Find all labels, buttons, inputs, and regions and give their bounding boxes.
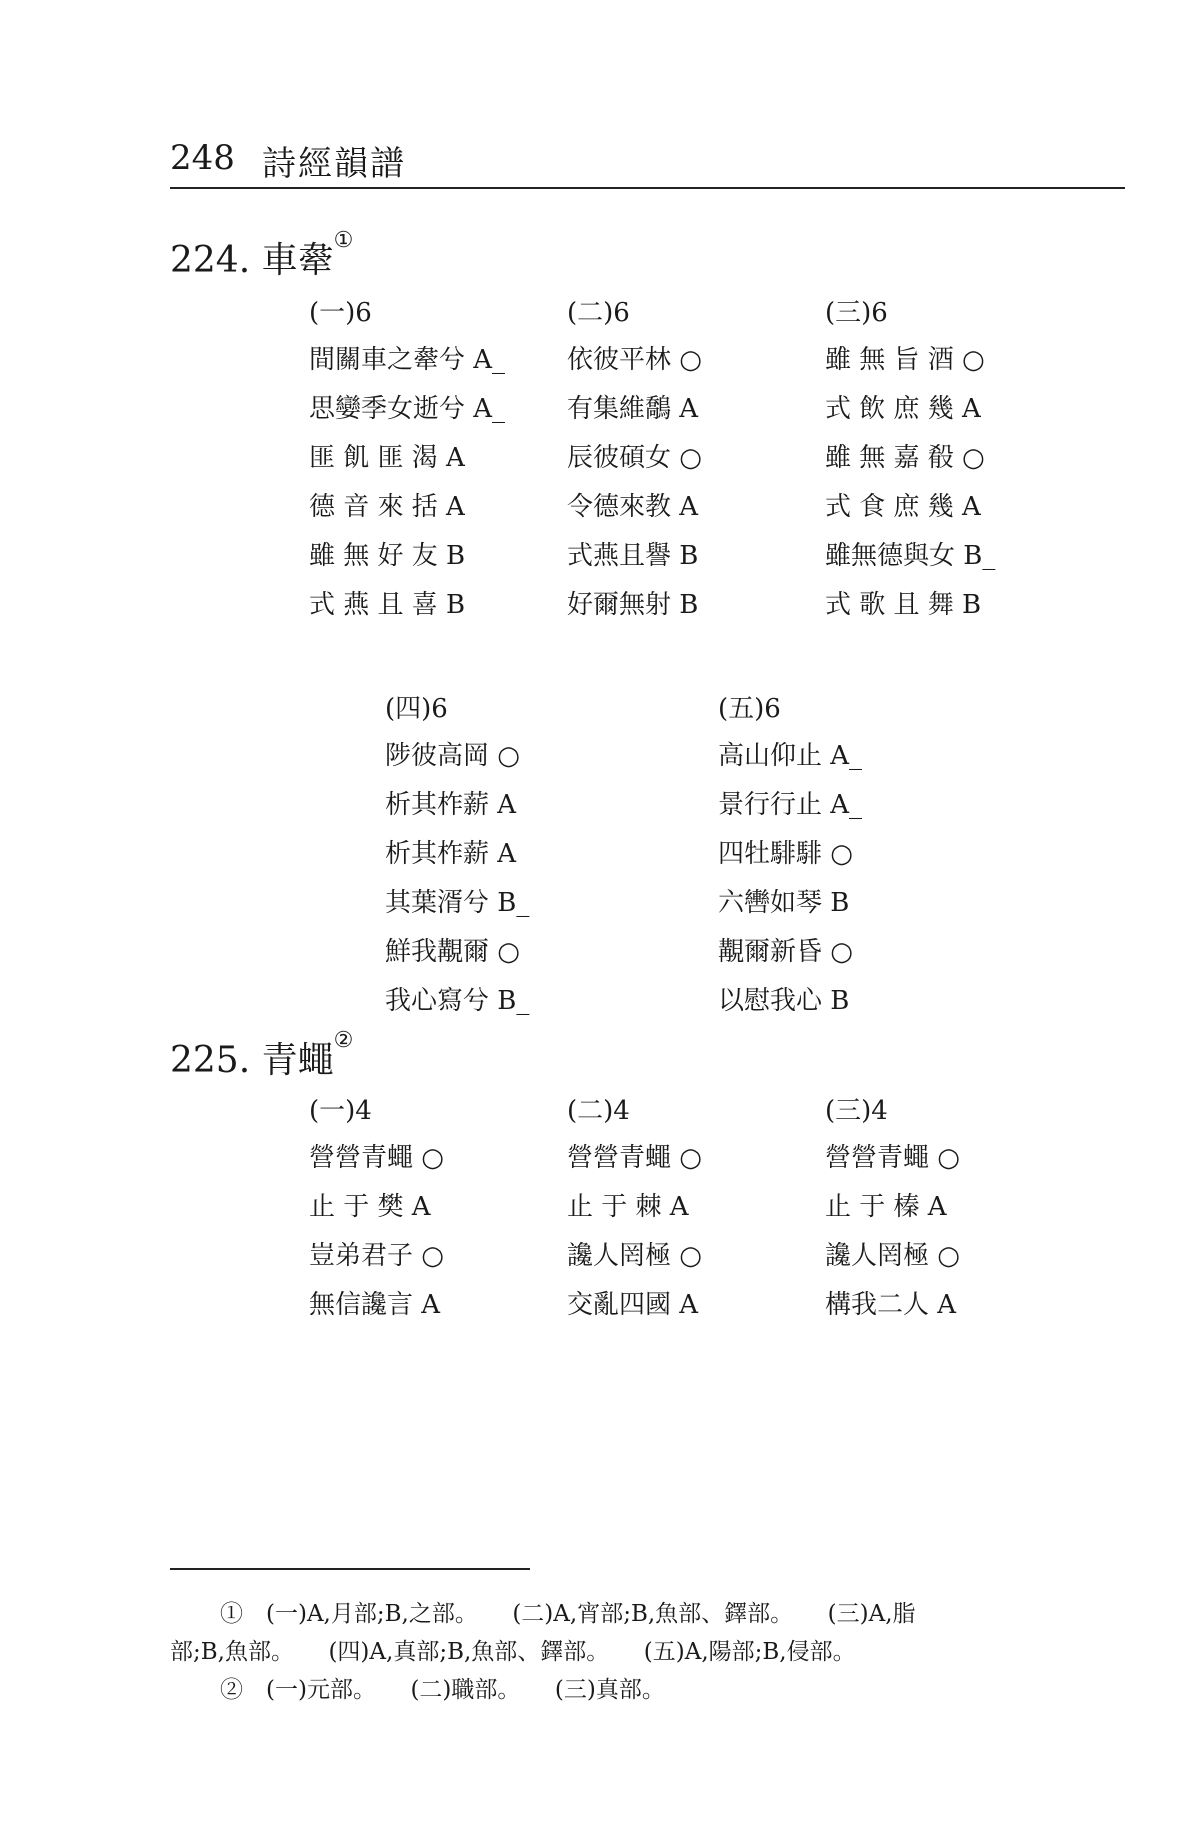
verse-line: 雖 無 好 友 B	[309, 541, 466, 571]
verse-line: 交亂四國 A	[567, 1290, 699, 1320]
verse-line: 思孌季女逝兮 A_	[309, 394, 506, 424]
stanza-label: (四)6	[385, 694, 448, 724]
footnote-1-line-1: ① (一)A,月部;B,之部。 (二)A,宵部;B,魚部、鐸部。 (三)A,脂	[220, 1601, 916, 1627]
stanza-224-3	[825, 290, 995, 630]
verse-line: 式 食 庶 幾 A	[825, 492, 981, 522]
verse-line: 無信讒言 A	[309, 1290, 441, 1320]
verse-line: 四牡騑騑 ○	[718, 839, 853, 869]
stanza-label: (三)6	[825, 298, 888, 328]
header-divider	[170, 187, 1125, 189]
verse-line: 雖 無 嘉 殽 ○	[825, 443, 985, 473]
stanza-label: (三)4	[825, 1096, 888, 1126]
footnote-divider	[170, 1568, 530, 1570]
verse-line: 陟彼高岡 ○	[385, 741, 520, 771]
verse-line: 式 飲 庶 幾 A	[825, 394, 981, 424]
verse-line: 雖 無 旨 酒 ○	[825, 345, 985, 375]
stanza-225-2	[567, 1088, 702, 1330]
verse-line: 六轡如琴 B	[718, 888, 850, 918]
stanza-label: (一)6	[309, 298, 372, 328]
footnote-1-line-2: 部;B,魚部。 (四)A,真部;B,魚部、鐸部。 (五)A,陽部;B,侵部。	[170, 1639, 856, 1665]
stanza-224-1	[309, 290, 505, 630]
verse-line: 式 歌 且 舞 B	[825, 590, 982, 620]
verse-line: 止 于 棘 A	[567, 1192, 689, 1222]
section-title-text: 225. 青蠅	[170, 1040, 334, 1081]
verse-line: 景行行止 A_	[718, 790, 863, 820]
verse-line: 雖無德與女 B_	[825, 541, 996, 571]
verse-line: 其葉湑兮 B_	[385, 888, 530, 918]
section-title-224	[170, 228, 354, 283]
verse-line: 式 燕 且 喜 B	[309, 590, 466, 620]
verse-line: 讒人罔極 ○	[567, 1241, 702, 1271]
book-title: 詩經韻譜	[262, 144, 406, 184]
verse-line: 營營青蠅 ○	[825, 1143, 960, 1173]
verse-line: 高山仰止 A_	[718, 741, 863, 771]
verse-line: 我心寫兮 B_	[385, 986, 530, 1016]
stanza-224-4	[385, 686, 529, 1026]
verse-line: 止 于 榛 A	[825, 1192, 947, 1222]
verse-line: 有集維鷮 A	[567, 394, 699, 424]
verse-line: 德 音 來 括 A	[309, 492, 465, 522]
verse-line: 辰彼碩女 ○	[567, 443, 702, 473]
verse-line: 匪 飢 匪 渴 A	[309, 443, 465, 473]
stanza-label: (二)6	[567, 298, 630, 328]
page-number: 248	[170, 138, 235, 178]
footnote-2: ② (一)元部。 (二)職部。 (三)真部。	[220, 1677, 665, 1703]
verse-line: 析其柞薪 A	[385, 839, 517, 869]
footnote-marker: ②	[333, 1028, 354, 1053]
verse-line: 式燕且譽 B	[567, 541, 699, 571]
stanza-label: (二)4	[567, 1096, 630, 1126]
verse-line: 析其柞薪 A	[385, 790, 517, 820]
stanza-225-1	[309, 1088, 444, 1330]
stanza-224-5	[718, 686, 862, 1026]
verse-line: 豈弟君子 ○	[309, 1241, 444, 1271]
verse-line: 營營青蠅 ○	[567, 1143, 702, 1173]
stanza-225-3	[825, 1088, 960, 1330]
stanza-label: (五)6	[718, 694, 781, 724]
stanza-224-2	[567, 290, 702, 630]
verse-line: 止 于 樊 A	[309, 1192, 431, 1222]
verse-line: 依彼平林 ○	[567, 345, 702, 375]
stanza-label: (一)4	[309, 1096, 372, 1126]
verse-line: 構我二人 A	[825, 1290, 957, 1320]
section-title-225	[170, 1028, 354, 1083]
footnote-marker: ①	[333, 228, 354, 253]
verse-line: 覯爾新昏 ○	[718, 937, 853, 967]
section-title-text: 224. 車舝	[170, 240, 334, 281]
verse-line: 好爾無射 B	[567, 590, 699, 620]
verse-line: 讒人罔極 ○	[825, 1241, 960, 1271]
verse-line: 鮮我覯爾 ○	[385, 937, 520, 967]
verse-line: 間關車之舝兮 A_	[309, 345, 506, 375]
verse-line: 以慰我心 B	[718, 986, 850, 1016]
verse-line: 令德來教 A	[567, 492, 699, 522]
verse-line: 營營青蠅 ○	[309, 1143, 444, 1173]
